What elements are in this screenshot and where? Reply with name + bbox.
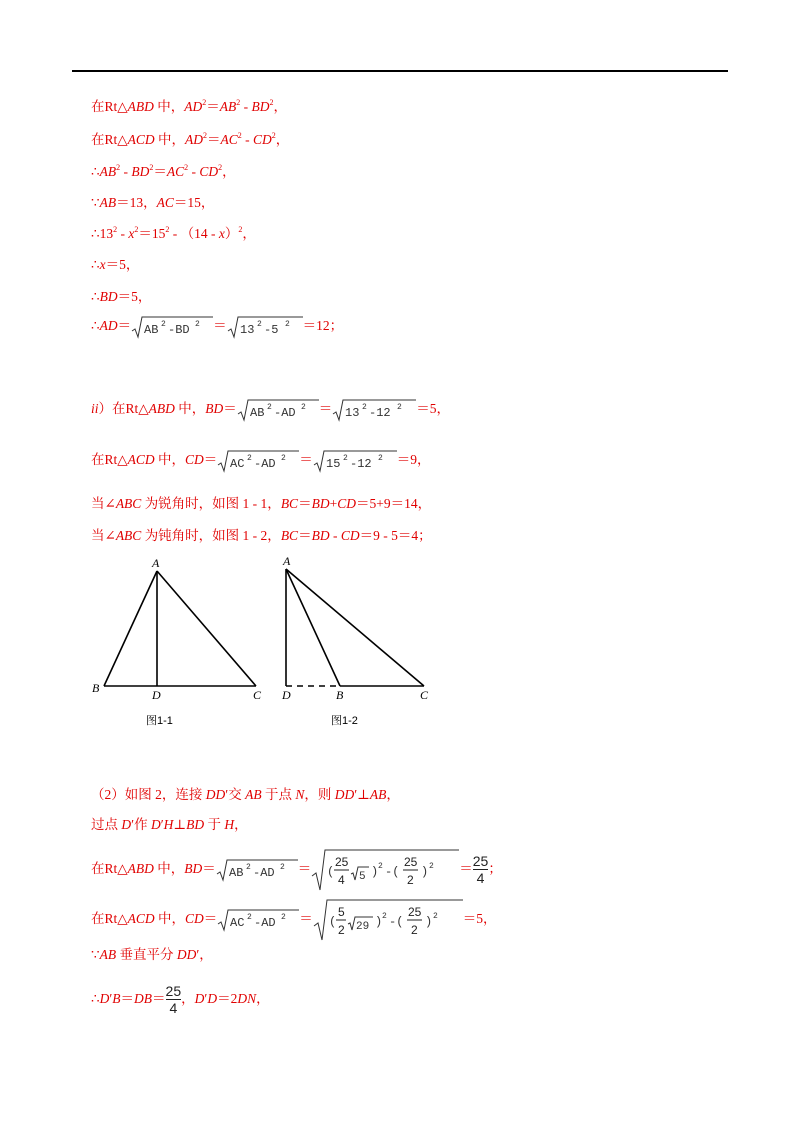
radical-frac-bd	[311, 847, 459, 893]
svg-text:29: 29	[355, 920, 369, 933]
line-15: 在Rt△ABD 中，BD＝ AB 2 -AD 2 ＝ ( 25 4 5 ) 2 -( 25 2 ) 2 ＝ $\frac{25}{4}$ ；	[91, 846, 502, 892]
line-7: ∴BD＝5，	[91, 289, 152, 304]
line-17: ∵AB 垂直平分 DD′，	[91, 947, 213, 962]
fraction-25-4-a: $\frac{25}{4}$	[472, 853, 489, 887]
svg-text:-12: -12	[369, 406, 391, 420]
svg-text:2: 2	[378, 861, 384, 871]
line-8: ∴AD＝ AB 2 -BD 2 ＝ 13 2 -5 2 ＝12；	[91, 315, 343, 339]
line-12: 当∠ABC 为钝角时，如图 1 - 2，BC＝BD - CD＝9 - 5＝4；	[91, 528, 432, 543]
point-c-fig1: C	[253, 688, 262, 702]
svg-text:AB: AB	[249, 406, 265, 420]
svg-text:AB: AB	[228, 865, 244, 880]
svg-text:25: 25	[335, 854, 349, 869]
radical-ab-ad-2	[216, 847, 298, 893]
line-18: ∴D′B＝DB＝ $\frac{25}{4}$ ，D′D＝2DN，	[91, 983, 270, 1017]
line-10: 在Rt△ACD 中，CD＝ AC 2 -AD 2 ＝ 15 2 -12 2 ＝9，	[91, 449, 431, 473]
svg-text:(: (	[328, 914, 336, 929]
svg-text:-5: -5	[263, 323, 278, 337]
svg-text:AC: AC	[230, 915, 245, 930]
svg-text:2: 2	[281, 454, 287, 463]
svg-text:2: 2	[195, 320, 200, 329]
svg-text:2: 2	[284, 320, 290, 329]
svg-text:2: 2	[247, 912, 253, 922]
caption-fig1: 图1-1	[146, 715, 173, 727]
svg-text:-12: -12	[349, 457, 372, 471]
svg-text:-(: -(	[388, 914, 404, 929]
svg-text:AC: AC	[230, 457, 245, 471]
caption-fig2: 图1-2	[331, 715, 358, 727]
line-11: 当∠ABC 为锐角时，如图 1 - 1，BC＝BD+CD＝5+9＝14，	[91, 496, 432, 511]
point-b-fig1: B	[92, 681, 100, 695]
point-d-fig1: D	[152, 688, 161, 702]
figure-1-2	[286, 569, 424, 686]
line-1: 在Rt△ABD 中，$AD^2=AB^2 - BD^2$，	[91, 98, 288, 114]
svg-text:5: 5	[337, 904, 345, 919]
svg-text:2: 2	[300, 403, 306, 412]
radical-frac-cd	[313, 897, 463, 943]
svg-text:-AD: -AD	[254, 457, 276, 471]
svg-text:2: 2	[247, 454, 253, 463]
line-14: 过点 D′作 D′H⊥BD 于 H，	[91, 817, 248, 832]
svg-text:-AD: -AD	[273, 406, 296, 420]
point-a-fig1: A	[152, 556, 160, 570]
svg-text:): )	[421, 864, 429, 879]
svg-text:2: 2	[161, 320, 166, 329]
svg-text:-AD: -AD	[252, 865, 275, 880]
point-c-fig2: C	[420, 688, 429, 702]
line-16: 在Rt△ACD 中，CD＝ AC 2 -AD 2 ＝ ( 5 2 29 ) 2 -( 25 2 ) 2 ＝5，	[91, 896, 497, 942]
svg-text:2: 2	[337, 922, 345, 937]
point-a-fig2: A	[283, 554, 291, 568]
svg-text:2: 2	[342, 454, 348, 463]
line-4: ∵AB＝13，AC＝15，	[91, 195, 215, 210]
line-3: $\therefore AB^2 - BD^2=AC^2 - CD^2$，	[91, 163, 236, 179]
svg-text:2: 2	[397, 403, 403, 412]
svg-text:): )	[374, 914, 382, 929]
radical-ac-ad-2	[217, 897, 299, 943]
svg-text:15: 15	[325, 457, 341, 471]
svg-text:): )	[371, 864, 379, 879]
svg-text:AB: AB	[144, 323, 159, 337]
line-5: $\therefore 13^2 - x^2=15^2 - (14 - x)^2$，	[91, 225, 256, 241]
svg-text:2: 2	[256, 320, 262, 329]
point-b-fig2: B	[336, 688, 344, 702]
svg-text:(: (	[327, 864, 335, 879]
line-6: ∴x＝5，	[91, 257, 140, 272]
svg-text:5: 5	[359, 870, 366, 883]
svg-text:25: 25	[407, 904, 422, 919]
svg-text:2: 2	[279, 862, 285, 872]
svg-text:2: 2	[281, 912, 287, 922]
svg-text:2: 2	[381, 911, 387, 921]
svg-text:4: 4	[338, 872, 345, 887]
svg-text:2: 2	[429, 861, 435, 871]
fraction-25-4-b: $\frac{25}{4}$	[165, 983, 182, 1017]
svg-text:2: 2	[407, 872, 414, 887]
svg-text:13: 13	[345, 406, 360, 420]
svg-text:2: 2	[377, 454, 383, 463]
svg-text:-BD: -BD	[168, 323, 190, 337]
figure-1-1	[104, 571, 256, 686]
svg-text:2: 2	[410, 922, 418, 937]
point-d-fig2: D	[282, 688, 291, 702]
svg-text:2: 2	[432, 911, 438, 921]
line-13: （2）如图 2，连接 DD′交 AB 于点 N，则 DD′⊥AB，	[91, 787, 400, 802]
svg-text:2: 2	[362, 403, 368, 412]
svg-text:): )	[424, 914, 432, 929]
svg-text:-AD: -AD	[254, 915, 276, 930]
svg-text:2: 2	[266, 403, 272, 412]
svg-text:25: 25	[404, 854, 418, 869]
svg-text:2: 2	[245, 862, 251, 872]
line-2: 在Rt△ACD 中，$AD^2=AC^2 - CD^2$，	[91, 131, 290, 147]
line-9: ii）在Rt△ABD 中，BD＝ AB 2 -AD 2 ＝ 13 2 -12 2 ＝5，	[91, 398, 450, 422]
svg-text:-(: -(	[385, 864, 400, 879]
svg-text:13: 13	[239, 323, 254, 337]
